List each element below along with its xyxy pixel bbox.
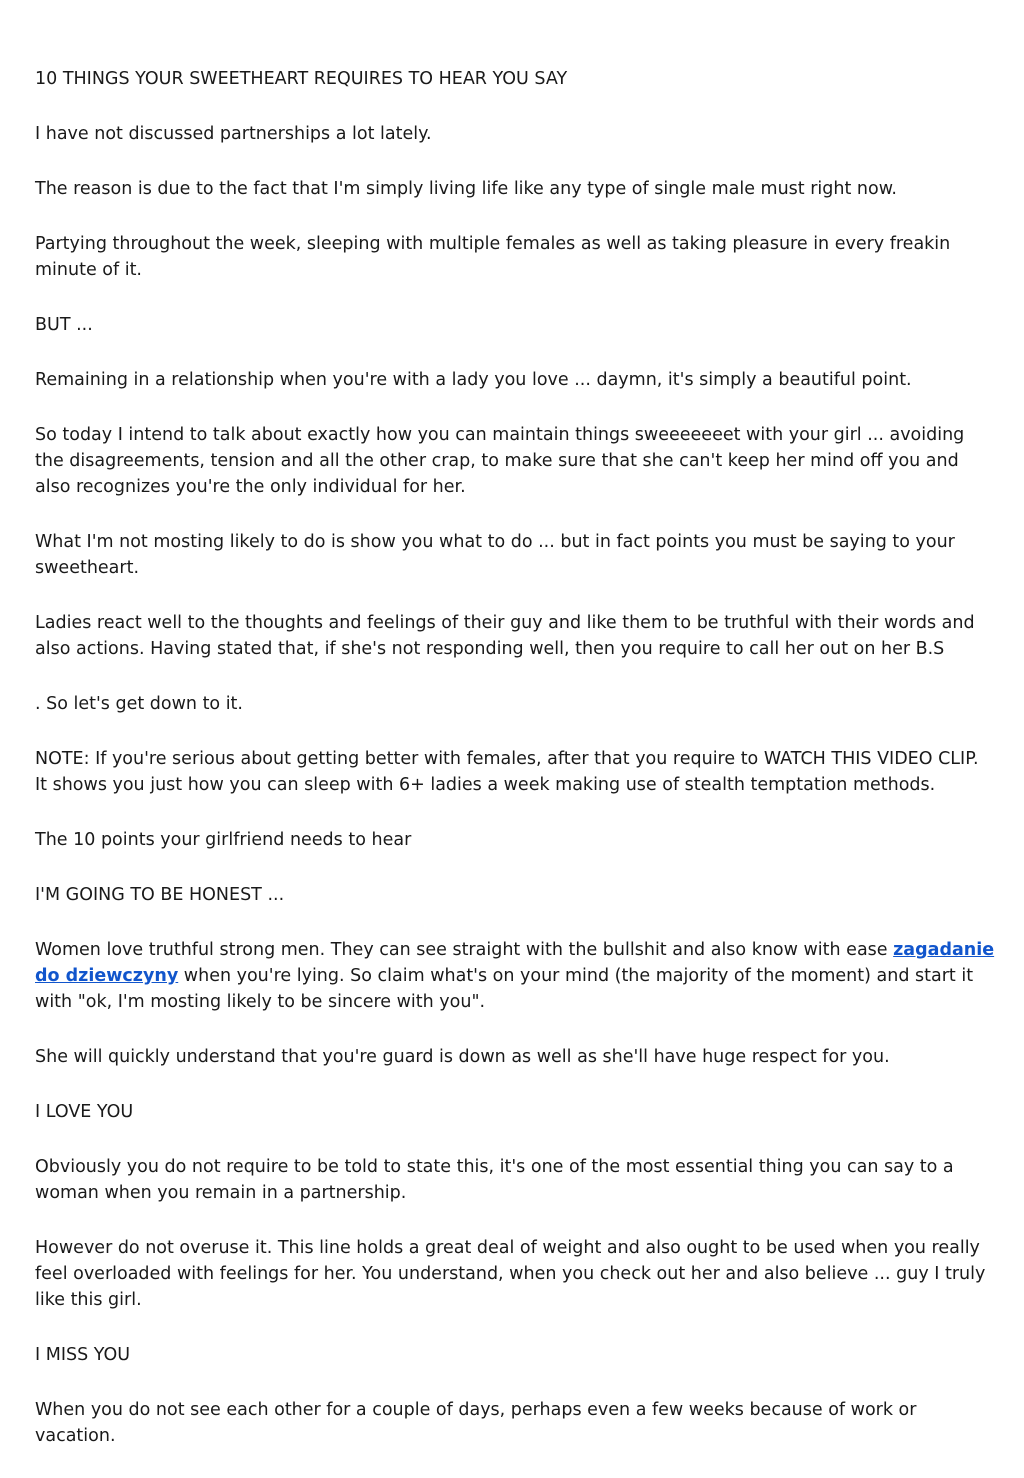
paragraph-with-link: [35, 937, 995, 1015]
section-heading-honest: I'M GOING TO BE HONEST ...: [35, 885, 285, 905]
paragraph: When you do not see each other for a couple of days, perhaps even a few weeks because of work or vacation.: [35, 1400, 917, 1446]
document-title: 10 THINGS YOUR SWEETHEART REQUIRES TO HEAR YOU SAY: [35, 69, 568, 89]
paragraph: I have not discussed partnerships a lot lately.: [35, 124, 432, 144]
paragraph: . So let's get down to it.: [35, 694, 243, 714]
section-intro: The 10 points your girlfriend needs to hear: [35, 830, 412, 850]
section-heading-love: I LOVE YOU: [35, 1102, 134, 1122]
paragraph: Ladies react well to the thoughts and feelings of their guy and like them to be truthful with their words and also actions. Having stated that, if she's not responding well, then you require to call her out on her B.S: [35, 613, 975, 659]
document-body: [35, 66, 995, 1478]
paragraph-text: when you're lying. So claim what's on your mind (the majority of the moment) and start it with "ok, I'm mosting likely to be sincere with you".: [35, 966, 974, 1012]
paragraph: She will quickly understand that you're guard is down as well as she'll have huge respect for you.: [35, 1047, 890, 1067]
paragraph: BUT ...: [35, 315, 93, 335]
section-heading-miss: I MISS YOU: [35, 1345, 131, 1365]
paragraph: Remaining in a relationship when you're with a lady you love ... daymn, it's simply a beautiful point.: [35, 370, 912, 390]
zagadanie-link[interactable]: zagadanie do dziewczyny: [35, 940, 995, 986]
paragraph: The reason is due to the fact that I'm simply living life like any type of single male must right now.: [35, 179, 897, 199]
paragraph: Partying throughout the week, sleeping with multiple females as well as taking pleasure in every freakin minute of it.: [35, 234, 951, 280]
paragraph-text: Women love truthful strong men. They can see straight with the bullshit and also know with ease: [35, 940, 894, 960]
paragraph: Obviously you do not require to be told to state this, it's one of the most essential thing you can say to a woman when you remain in a partnership.: [35, 1157, 954, 1203]
paragraph: What I'm not mosting likely to do is show you what to do ... but in fact points you must be saying to your sweetheart.: [35, 532, 955, 578]
note-paragraph: NOTE: If you're serious about getting better with females, after that you require to WATCH THIS VIDEO CLIP. It shows you just how you can sleep with 6+ ladies a week making use of stealth temptation methods.: [35, 749, 979, 795]
paragraph: So today I intend to talk about exactly how you can maintain things sweeeeeeet with your girl ... avoiding the disagreements, tension and all the other crap, to make sure that she can't keep her mind off you and also recognizes you're the only individual for her.: [35, 425, 965, 497]
paragraph: However do not overuse it. This line holds a great deal of weight and also ought to be used when you really feel overloaded with feelings for her. You understand, when you check out her and also believe ... guy I truly like this girl.: [35, 1238, 986, 1310]
